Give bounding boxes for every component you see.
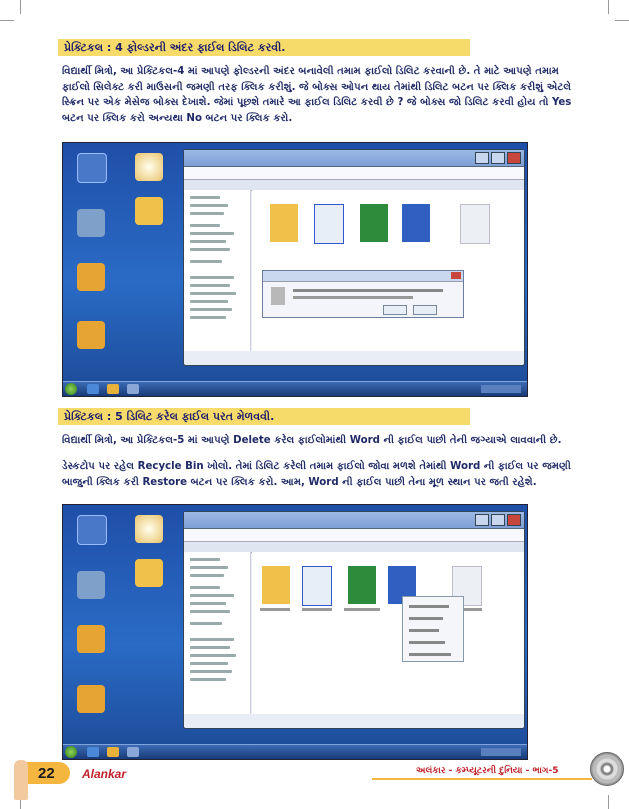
context-menu	[402, 596, 464, 662]
file-icon[interactable]	[460, 204, 490, 244]
explorer-window	[183, 149, 525, 366]
brand-logo: Alankar	[82, 767, 127, 781]
navigation-pane	[184, 552, 251, 714]
practical5-body1: વિદ્યાર્થી મિત્રો, આ પ્રેક્ટિકલ-5 માં આપણે Delete કરેલ ફાઈલોમાંથી Word ની ફાઈલ પાછી તેની જગ્યાએ લાવવાની છે.	[62, 435, 562, 446]
navigation-pane	[184, 190, 251, 351]
maximize-icon[interactable]	[491, 152, 505, 164]
practical5-heading: પ્રેક્ટિકલ : 5 ડિલિટ કરેલ ફાઈલ પરત મેળવવી.	[58, 408, 470, 425]
folder-icon	[77, 321, 105, 349]
menu-item[interactable]	[409, 605, 449, 608]
address-bar[interactable]	[184, 529, 524, 542]
minimize-icon[interactable]	[475, 152, 489, 164]
address-bar[interactable]	[184, 167, 524, 180]
no-button[interactable]	[413, 305, 437, 315]
folder-icon	[77, 263, 105, 291]
minimize-icon[interactable]	[475, 514, 489, 526]
user-folder-icon	[135, 153, 163, 181]
close-icon[interactable]	[507, 514, 521, 526]
taskbar	[63, 744, 527, 759]
word-file-icon[interactable]	[302, 566, 332, 606]
restore-menu-item[interactable]	[409, 617, 443, 620]
crop-mark	[20, 0, 21, 14]
practical5-body2: ડેસ્કટોપ પર રહેલ Recycle Bin ખોલો. તેમાં ડિલિટ કરેલી તમામ ફાઈલો જોવા મળશે તેમાંથી Word ની ફાઈલ પર જમણી બાજુની ક્લિક કરી Restore બટન પર ક્લિક કરો. આમ, Word ની ફાઈલ પાછી તેના મૂળ સ્થાન પર જતી રહેશે.	[62, 461, 571, 488]
recycle-bin-icon	[77, 209, 105, 237]
taskbar-app-icon[interactable]	[127, 384, 139, 394]
screenshot-delete-files	[62, 142, 528, 397]
folder-icon[interactable]	[262, 566, 290, 604]
system-tray	[481, 385, 521, 393]
window-title-bar	[184, 512, 524, 529]
practical4-body: વિદ્યાર્થી મિત્રો, આ પ્રેક્ટિકલ-4 માં આપણે ફોલ્ડરની અંદર બનાવેલી તમામ ફાઈલો ડિલિટ કરવાની છે. તે માટે આપણે તમામ ફાઈલો સિલેક્ટ કરી માઉસની જમણી તરફ ક્લિક કરીશું. જે બોક્સ ઓપન થાય તેમાંથી ડિલિટ બટન પર ક્લિક કરીશું એટલે સ્ક્રિન પર એક મેસેજ બોક્સ દેખાશે. જેમાં પૂછશે તમારે આ ફાઈલ ડિલિટ કરવી છે ? જે બોક્સ જો ડિલિટ કરવી હોય તો Yes બટન પર ક્લિક કરો અન્યથા No બટન પર ક્લિક કરો.	[62, 66, 572, 124]
menu-item[interactable]	[409, 641, 445, 644]
maximize-icon[interactable]	[491, 514, 505, 526]
crop-mark	[608, 0, 609, 14]
window-title-bar	[184, 150, 524, 167]
start-button-icon[interactable]	[65, 383, 77, 395]
menu-item[interactable]	[409, 653, 451, 656]
folder-icon[interactable]	[270, 204, 298, 242]
folder-icon[interactable]	[107, 747, 119, 757]
computer-icon	[77, 515, 107, 545]
user-folder-icon	[135, 515, 163, 543]
cd-icon	[590, 752, 624, 786]
practical4-heading: પ્રેક્ટિકલ : 4 ફોલ્ડરની અંદર ફાઈલ ડિલિટ કરવી.	[58, 39, 470, 56]
file-list	[252, 552, 524, 714]
yes-button[interactable]	[383, 305, 407, 315]
page-number: 22	[38, 765, 55, 782]
crop-mark	[0, 20, 14, 21]
folder-icon	[77, 685, 105, 713]
excel-file-icon[interactable]	[360, 204, 388, 242]
excel-file-icon[interactable]	[348, 566, 376, 604]
taskbar-app-icon[interactable]	[87, 747, 99, 757]
word-file-icon[interactable]	[314, 204, 344, 244]
system-tray	[481, 748, 521, 756]
close-icon[interactable]	[507, 152, 521, 164]
crop-mark	[615, 20, 629, 21]
taskbar-app-icon[interactable]	[87, 384, 99, 394]
computer-icon	[77, 153, 107, 183]
taskbar	[63, 381, 527, 396]
recycle-bin-icon	[77, 571, 105, 599]
file-list	[252, 190, 524, 351]
crop-mark	[608, 795, 609, 809]
hand-icon	[14, 760, 28, 800]
folder-icon	[135, 559, 163, 587]
start-button-icon[interactable]	[65, 746, 77, 758]
taskbar-app-icon[interactable]	[127, 747, 139, 757]
folder-icon[interactable]	[107, 384, 119, 394]
file-icon	[271, 287, 285, 305]
series-title: અલંકાર - કમ્પ્યૂટરની દુનિયા - ભાગ-5	[416, 766, 559, 776]
menu-item[interactable]	[409, 629, 439, 632]
recycle-bin-window	[183, 511, 525, 729]
word-file-icon[interactable]	[402, 204, 430, 242]
screenshot-restore-file	[62, 504, 528, 760]
delete-confirm-dialog	[262, 270, 464, 318]
folder-icon	[135, 197, 163, 225]
close-icon[interactable]	[451, 272, 461, 279]
folder-icon	[77, 625, 105, 653]
footer-rule	[372, 778, 592, 780]
